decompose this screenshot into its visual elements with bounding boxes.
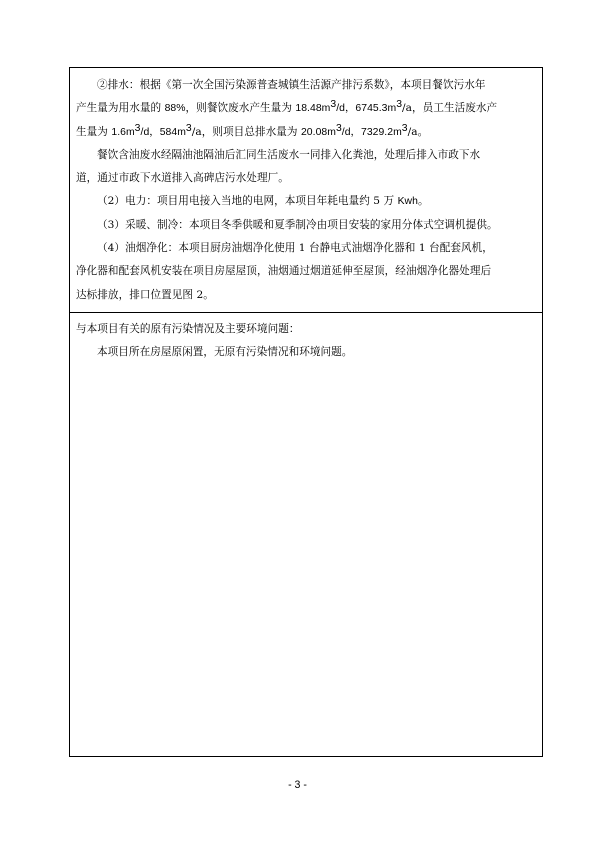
existing-pollution-section — [76, 318, 536, 365]
row-divider — [70, 312, 542, 313]
page-number: - 3 - — [288, 779, 307, 791]
fume-purification-line-3: 达标排放，排口位置见图 2。 — [76, 288, 214, 301]
fume-purification-line-2: 净化器和配套风机安装在项目房屋屋顶，油烟通过烟道延伸至屋顶，经油烟净化器处理后 — [76, 265, 492, 278]
hvac-paragraph: （3）采暖、制冷：本项目冬季供暖和夏季制冷由项目安装的家用分体式空调机提供。 — [97, 218, 498, 231]
catering-wastewater-line-1: 餐饮含油废水经隔油池隔油后汇同生活废水一同排入化粪池，处理后排入市政下水 — [97, 148, 481, 161]
fume-purification-line-1: （4）油烟净化：本项目厨房油烟净化使用 1 台静电式油烟净化器和 1 台配套风机， — [97, 242, 493, 255]
existing-pollution-body: 本项目所在房屋原闲置，无原有污染情况和环境问题。 — [97, 346, 353, 359]
drainage-line-3: 生量为 $1.6m^3/d$，$584m^3/a$，则项目总排水量为 $20.08m^3/d$，$7329.2m^3/a$。 — [76, 122, 429, 138]
content-table-frame — [69, 67, 543, 757]
drainage-line-1: ②排水：根据《第一次全国污染源普查城镇生活源产排污系数》，本项目餐饮污水年 — [97, 79, 486, 91]
catering-wastewater-line-2: 道，通过市政下水道排入高碑店污水处理厂。 — [76, 172, 289, 185]
existing-pollution-heading: 与本项目有关的原有污染情况及主要环境问题： — [76, 323, 300, 335]
drainage-line-2: 产生量为用水量的 88%，则餐饮废水产生量为 $18.48m^3/d$，$6745.3m^3/a$，员工生活废水产 — [76, 99, 498, 115]
power-paragraph: （2）电力：项目用电接入当地的电网，本项目年耗电量约 5 万 Kwh。 — [97, 195, 429, 208]
project-details-section — [76, 74, 536, 307]
